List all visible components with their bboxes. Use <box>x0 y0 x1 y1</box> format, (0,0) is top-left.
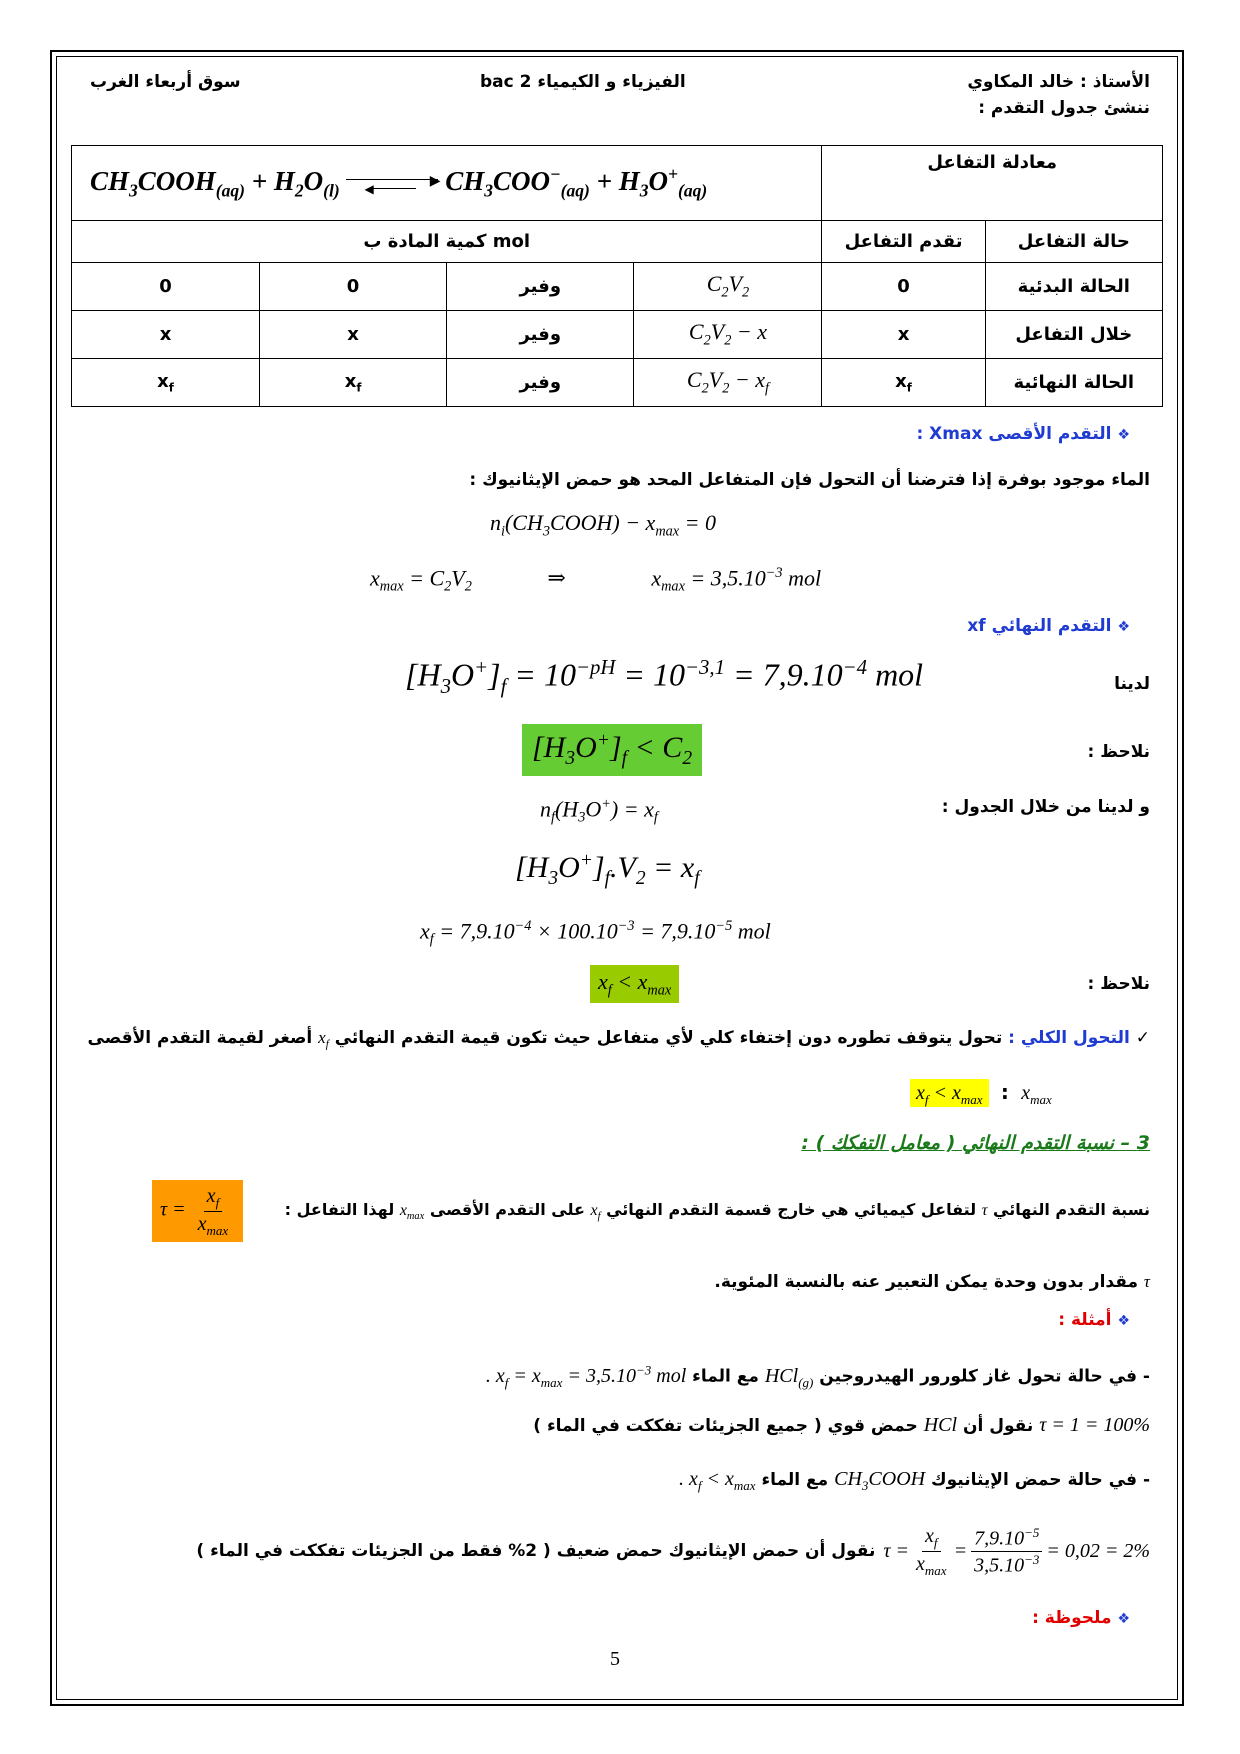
nf-equation: $n_f(H_3O^+) = x_f$ <box>540 796 658 826</box>
tau-definition: نسبة التقدم النهائي τ لتفاعل كيميائي هي خارج قسمة التقدم النهائي $x_f$ على التقدم الأقصى $x_{max}$ لهذا التفاعل : <box>284 1200 1150 1223</box>
quantity-header: كمية المادة ب mol <box>72 221 822 263</box>
transform-line: ✓ التحول الكلي : تحول يتوقف تطوره دون إختفاء كلي لأي متفاعل حيث تكون قيمة التقدم النهائي $x_f$ أصغر لقيمة التقدم الأقصى <box>87 1028 1150 1051</box>
cell-c4: $x_f$ <box>72 359 260 407</box>
xf-heading: ❖ التقدم النهائي xf <box>967 616 1130 636</box>
note-heading: ❖ ملحوظة : <box>1032 1608 1130 1628</box>
cell-progress: 0 <box>822 263 985 311</box>
cell-state: الحالة النهائية <box>985 359 1162 407</box>
cell-c4: x <box>72 311 260 359</box>
progress-header: تقدم التفاعل <box>822 221 985 263</box>
xmax-equation-2: $x_{max} = C_2V_2$ ⇒ $x_{max} = 3,5.10^{-3}$ mol <box>370 565 822 595</box>
xf-less-xmax-highlight: $x_f < x_{max}$ <box>590 965 679 1003</box>
cell-c4: 0 <box>72 263 260 311</box>
subject-title: الفيزياء و الكيمياء 2 bac <box>480 72 686 92</box>
example-1-conclusion: τ = 1 = 100% نقول أن HCl حمض قوي ( جميع الجزيئات تفككت في الماء ) <box>533 1414 1150 1436</box>
cell-state: الحالة البدئية <box>985 263 1162 311</box>
diamond-bullet-icon: ❖ <box>1117 1313 1130 1329</box>
cell-c2: وفير <box>447 263 634 311</box>
diamond-bullet-icon: ❖ <box>1117 619 1130 635</box>
tau-formula-highlight: τ = $\frac{x_f}{x_{max}}$ <box>152 1180 243 1242</box>
notice-label-2: نلاحظ : <box>1087 974 1150 994</box>
school-location: سوق أربعاء الغرب <box>90 72 241 92</box>
xmax-equation-1: $n_i(CH_3COOH) - x_{max} = 0$ <box>490 510 716 540</box>
cell-progress: x <box>822 311 985 359</box>
checkmark-icon: ✓ <box>1135 1028 1150 1048</box>
table-row <box>72 311 1163 359</box>
cell-c3: $x_f$ <box>260 359 447 407</box>
h3o-less-c2-highlight: $[H_3O^+]_f < C_2$ <box>522 724 702 776</box>
cell-c3: x <box>260 311 447 359</box>
examples-heading: ❖ أمثلة : <box>1058 1310 1130 1330</box>
equilibrium-arrow-icon: ▶ ◀ <box>346 173 438 195</box>
table-row <box>72 359 1163 407</box>
state-header: حالة التفاعل <box>985 221 1162 263</box>
transform-condition: $x_f < x_{max}$ : $x_{max}$ <box>910 1080 1052 1108</box>
h3o-volume-equation: $[H_3O^+]_f.V_2 = x_f$ <box>515 850 700 889</box>
cell-c3: 0 <box>260 263 447 311</box>
cell-c1: $C_2V_2 - x$ <box>634 311 822 359</box>
advancement-table <box>71 145 1163 407</box>
example-1: - في حالة تحول غاز كلورور الهيدروجين HCl$_{(g)}$ مع الماء $x_f = x_{max} = 3,5.10^{-3}$ mol . <box>485 1362 1150 1390</box>
xmax-text: الماء موجود بوفرة إذا فترضنا أن التحول فإن المتفاعل المحد هو حمض الإيثانيوك : <box>469 470 1150 490</box>
diamond-bullet-icon: ❖ <box>1117 427 1130 443</box>
table-row <box>72 263 1163 311</box>
unitless-note: τ مقدار بدون وحدة يمكن التعبير عنه بالنسبة المئوية. <box>714 1272 1150 1292</box>
notice-label-1: نلاحظ : <box>1087 742 1150 762</box>
teacher-name: الأستاذ : خالد المكاوي <box>967 72 1150 92</box>
from-table-label: و لدينا من خلال الجدول : <box>941 797 1150 817</box>
cell-state: خلال التفاعل <box>985 311 1162 359</box>
section3-title: 3 – نسبة التقدم النهائي ( معامل التفكك ) : <box>801 1132 1150 1154</box>
xmax-heading: ❖ التقدم الأقصى Xmax : <box>916 424 1130 444</box>
cell-c2: وفير <box>447 359 634 407</box>
ladina-label: لدينا <box>1114 674 1150 694</box>
cell-c1: $C_2V_2$ <box>634 263 822 311</box>
h3o-concentration-equation: $[H_3O^+]_f = 10^{-pH} = 10^{-3,1} = 7,9.10^{-4}$ mol <box>405 656 924 699</box>
xf-value-equation: $x_f = 7,9.10^{-4} \times 100.10^{-3} = 7,9.10^{-5}$ mol <box>420 918 771 948</box>
reaction-equation: $CH_3COOH_{(aq)} + H_2O_{(l)}$ ▶ ◀ $CH_3COO^-_{(aq)} + H_3O^+_{(aq)}$ <box>72 146 822 221</box>
section-subtitle: ننشئ جدول التقدم : <box>978 98 1150 118</box>
equation-label: معادلة التفاعل <box>822 146 1163 221</box>
example-2-conclusion: τ = $\frac{x_f}{x_{max}}$ = $\frac{7,9.10^{-5}}{3,5.10^{-3}}$ = 0,02 = 2% نقول أن حمض الإيثانيوك حمض ضعيف ( 2% فقط من الجزيئات تفككت في الماء ) <box>196 1524 1150 1578</box>
cell-c2: وفير <box>447 311 634 359</box>
cell-c1: $C_2V_2 - x_f$ <box>634 359 822 407</box>
cell-progress: $x_f$ <box>822 359 985 407</box>
page-number: 5 <box>610 1648 620 1670</box>
diamond-bullet-icon: ❖ <box>1117 1611 1130 1627</box>
example-2: - في حالة حمض الإيثانيوك $CH_3COOH$ مع الماء $x_f < x_{max}$ . <box>678 1468 1150 1493</box>
